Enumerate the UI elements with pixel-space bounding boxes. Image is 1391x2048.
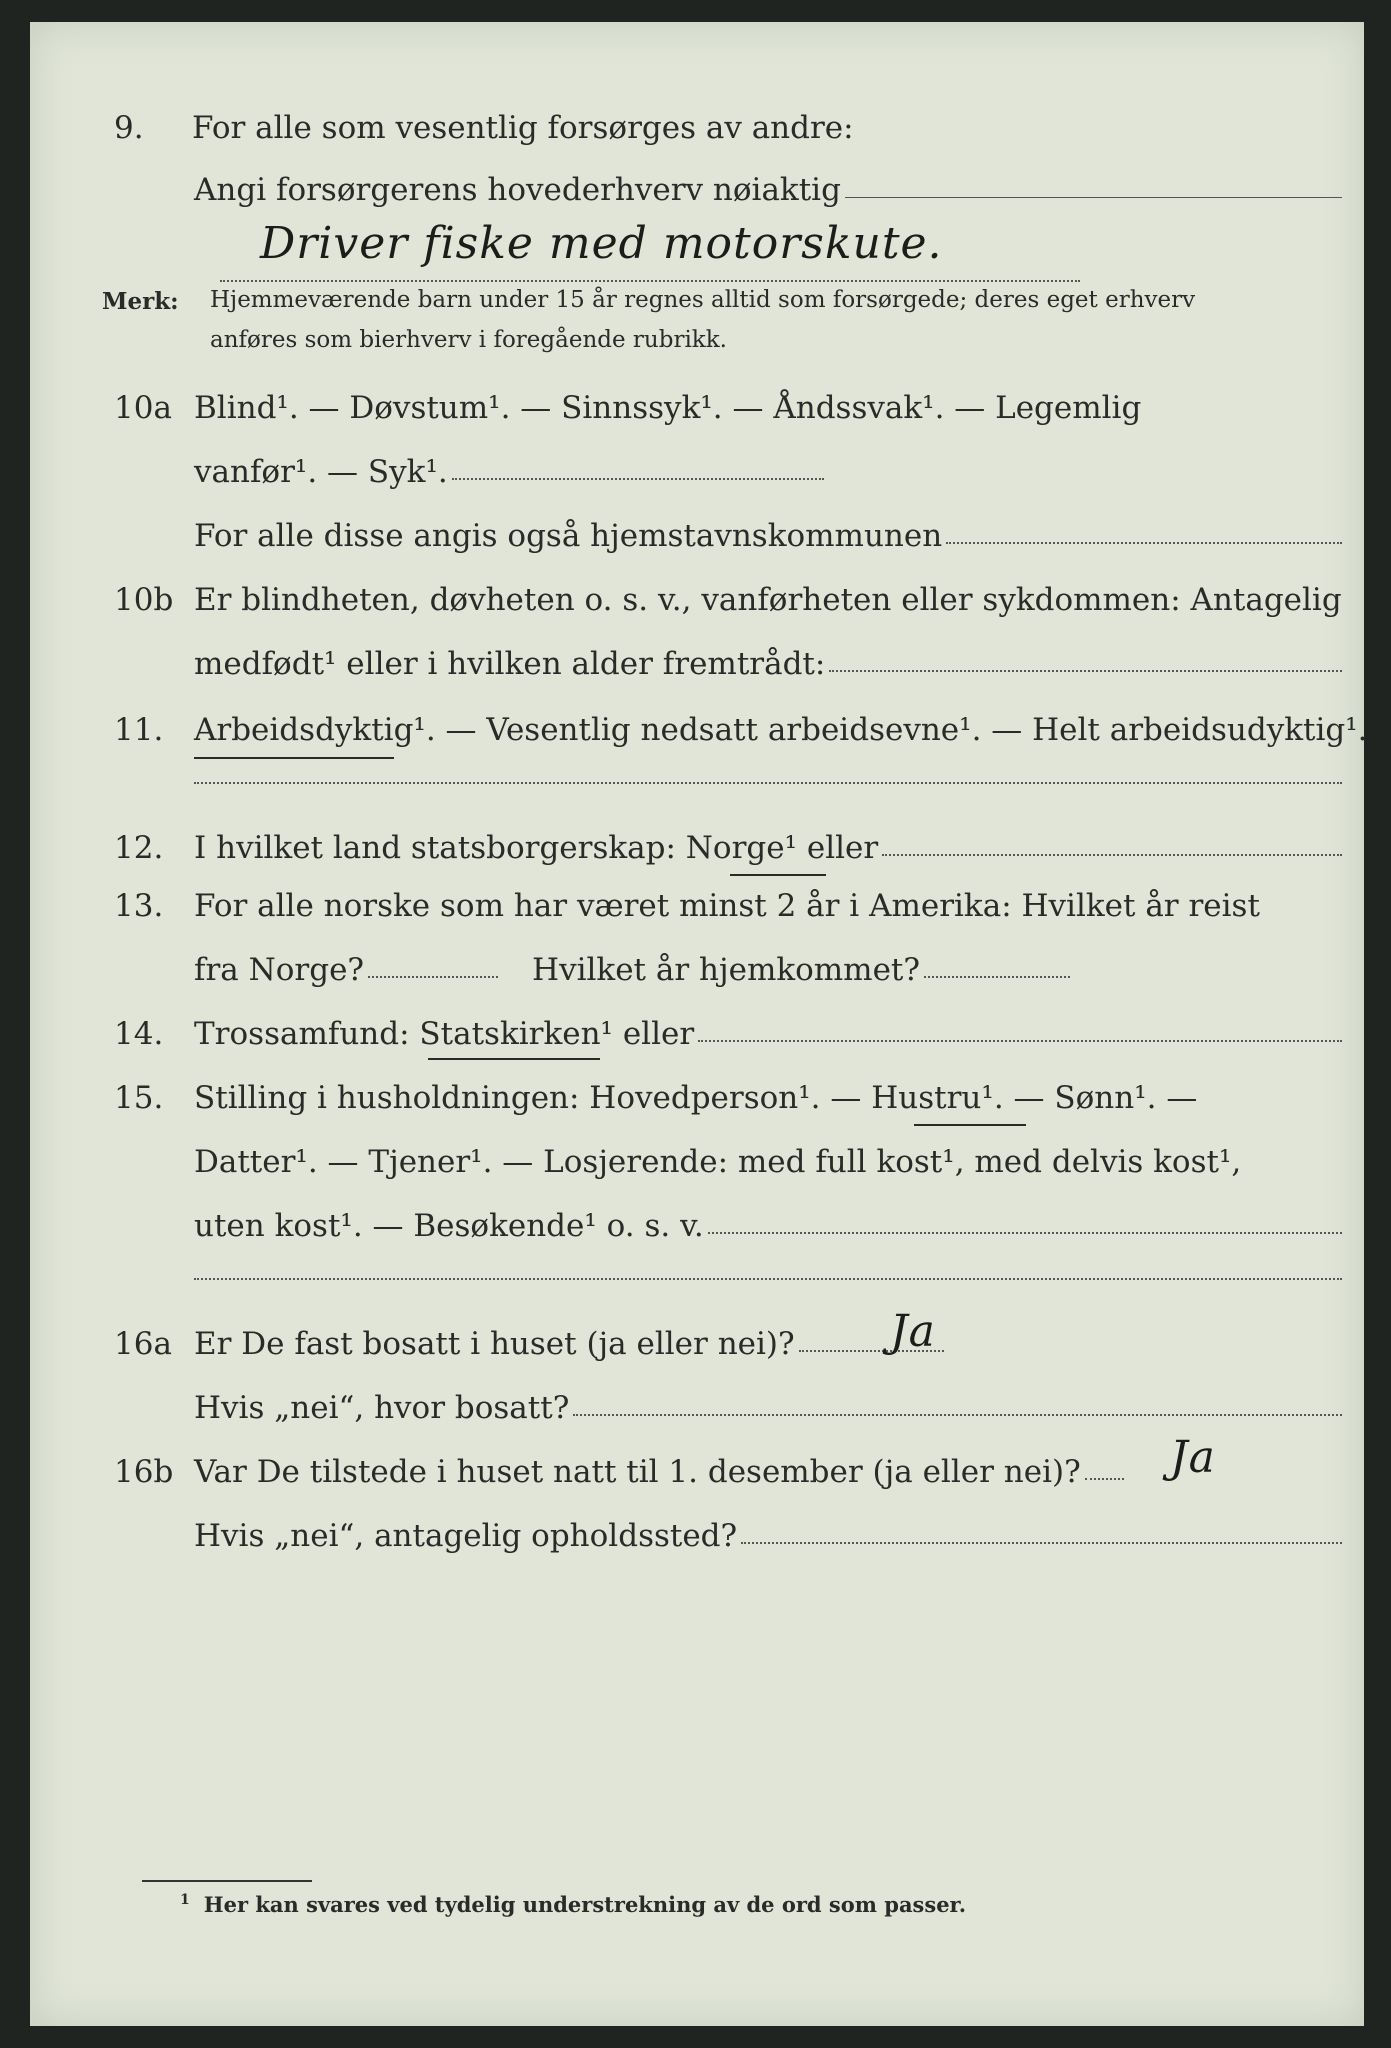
item-number-13: 13.	[114, 888, 164, 924]
q9-handwritten-answer: Driver fiske med motorskute.	[260, 218, 943, 269]
q10a-line-2: vanfør¹. — Syk¹.	[194, 454, 824, 490]
q15-line-2: Datter¹. — Tjener¹. — Losjerende: med full kost¹, med delvis kost¹,	[194, 1144, 1242, 1180]
q16b-handwritten-answer: Ja	[1170, 1432, 1216, 1483]
footnote: $^1$ Her kan svares ved tydelig understrekning av de ord som passer.	[180, 1892, 967, 1917]
q16a-handwritten-answer: Ja	[890, 1306, 936, 1357]
item-number-14: 14.	[114, 1016, 164, 1052]
item-number-9: 9.	[114, 110, 144, 146]
mark-label: Merk:	[102, 288, 179, 315]
item-number-15: 15.	[114, 1080, 164, 1116]
q12-line-1: I hvilket land statsborgerskap: Norge¹ eller	[194, 830, 1342, 866]
q13-line-1: For alle norske som har været minst 2 år i Amerika: Hvilket år reist	[194, 888, 1260, 924]
underline-statskirken	[428, 1058, 600, 1060]
item-number-16a: 16a	[114, 1326, 172, 1362]
q13-line-2: fra Norge? Hvilket år hjemkommet?	[194, 952, 1070, 988]
footnote-rule	[142, 1880, 312, 1882]
q15-answer-line	[194, 1278, 1342, 1280]
item-number-16b: 16b	[114, 1454, 174, 1490]
census-form-page	[30, 22, 1368, 2026]
q14-line-1: Trossamfund: Statskirken¹ eller	[194, 1016, 1342, 1052]
q9-line-1: For alle som vesentlig forsørges av andre:	[192, 110, 854, 146]
q11-line-1: Arbeidsdyktig¹. — Vesentlig nedsatt arbeidsevne¹. — Helt arbeidsudyktig¹.	[194, 712, 1368, 748]
q10a-line-1: Blind¹. — Døvstum¹. — Sinnssyk¹. — Åndssvak¹. — Legemlig	[194, 390, 1142, 426]
q16a-line-1: Er De fast bosatt i huset (ja eller nei)?	[194, 1326, 944, 1362]
q15-line-1: Stilling i husholdningen: Hovedperson¹. — Hustru¹. — Sønn¹. —	[194, 1080, 1198, 1116]
underline-arbeidsdyktig	[194, 757, 394, 759]
underline-hustru	[914, 1124, 1026, 1126]
q10b-line-2: medfødt¹ eller i hvilken alder fremtrådt:	[194, 646, 1342, 682]
underline-norge	[730, 874, 826, 876]
q10a-line-3: For alle disse angis også hjemstavnskommunen	[194, 518, 1342, 554]
q16b-line-1: Var De tilstede i huset natt til 1. desember (ja eller nei)?	[194, 1454, 1124, 1490]
item-number-10a: 10a	[114, 390, 172, 426]
item-number-12: 12.	[114, 830, 164, 866]
q9-line-2: Angi forsørgerens hovederhverv nøiaktig	[194, 172, 1342, 208]
item-number-11: 11.	[114, 712, 164, 748]
q16a-line-2: Hvis „nei“, hvor bosatt?	[194, 1390, 1342, 1426]
q11-answer-line	[194, 782, 1342, 784]
q10b-line-1: Er blindheten, døvheten o. s. v., vanførheten eller sykdommen: Antagelig	[194, 582, 1342, 618]
q15-line-3: uten kost¹. — Besøkende¹ o. s. v.	[194, 1208, 1342, 1244]
item-number-10b: 10b	[114, 582, 174, 618]
mark-note: Hjemmeværende barn under 15 år regnes alltid som forsørgede; deres eget erhverv anføres som bierhverv i foregående rubrikk.	[210, 287, 1196, 353]
q16b-line-2: Hvis „nei“, antagelig opholdssted?	[194, 1518, 1342, 1554]
